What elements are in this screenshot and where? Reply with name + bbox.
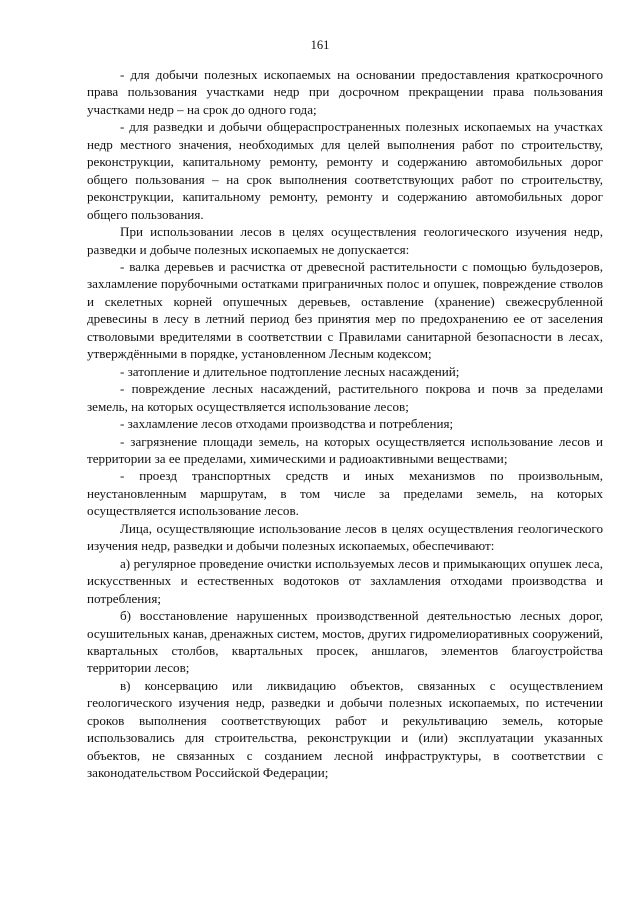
paragraph-littering: - захламление лесов отходами производства и потребления; xyxy=(120,416,454,432)
paragraph-obligation-b: б) восстановление нарушенных производственной деятельностью лесных дорог, осушительных канав, дренажных систем, мостов, других гидромелиоративных сооружений, квартальных столбов, квартальных просек, аншлагов, элементов благоустройства территории лесов; xyxy=(87,608,603,676)
paragraph-damage: - повреждение лесных насаждений, растительного покрова и почв за пределами земель, на которых осуществляется использование лесов; xyxy=(87,381,603,414)
paragraph-short-term-extraction: - для добычи полезных ископаемых на основании предоставления краткосрочного права пользования участками недр при досрочном прекращении права пользования участками недр – на срок до одного года; xyxy=(87,67,603,117)
paragraph-prohibitions-intro: При использовании лесов в целях осуществления геологического изучения недр, разведки и добыче полезных ископаемых не допускается: xyxy=(87,224,603,257)
paragraph-obligation-c: в) консервацию или ликвидацию объектов, связанных с осуществлением геологического изучения недр, разведки и добычи полезных ископаемых, по истечении сроков выполнения соответствующих работ и рекультивацию земель, которые использовались для строительства, реконструкции и (или) эксплуатации указанных объектов, не связанных с созданием лесной инфраструктуры, в соответствии с законодательством Российской Федерации; xyxy=(87,677,603,781)
paragraph-obligation-a: а) регулярное проведение очистки используемых лесов и примыкающих опушек леса, искусственных и естественных водотоков от захламления отходами производства и потребления; xyxy=(87,555,603,606)
paragraph-pollution: - загрязнение площади земель, на которых осуществляется использование лесов и территории за ее пределами, химическими и радиоактивными веществами; xyxy=(87,433,603,466)
paragraph-road-construction: - для разведки и добычи общераспространенных полезных ископаемых на участках недр местного значения, необходимых для целей выполнения работ по строительству, реконструкции, капитальному ремонту, ремонту и содержанию автомобильных дорог общего пользования – на срок выполнения соответствующих работ по строительству, реконструкции, капитальному ремонту, ремонту и содержанию автомобильных дорог общего пользования. xyxy=(87,119,603,222)
page-number: 161 xyxy=(310,38,330,52)
body-text xyxy=(87,66,603,782)
paragraph-tree-felling: - валка деревьев и расчистка от древесной растительности с помощью бульдозеров, захламление порубочными остатками приграничных полос и опушек, повреждение стволов и скелетных корней опушечных деревьев, оставление (хранение) свежесрубленной древесины в лесу в летний период без принятия мер по предохранению ее от заселения стволовыми вредителями в соответствии с Правилами санитарной безопасности в лесах, утверждёнными в порядке, установленном Лесным кодексом; xyxy=(87,258,603,362)
paragraph-obligations-intro: Лица, осуществляющие использование лесов в целях осуществления геологического изучения недр, разведки и добычи полезных ископаемых, обеспечивают: xyxy=(87,520,603,554)
paragraph-flooding: - затопление и длительное подтопление лесных насаждений; xyxy=(120,363,460,379)
paragraph-vehicle-passage: - проезд транспортных средств и иных механизмов по произвольным, неустановленным маршрутам, в том числе за пределами земель, на которых осуществляется использование лесов. xyxy=(87,468,603,519)
